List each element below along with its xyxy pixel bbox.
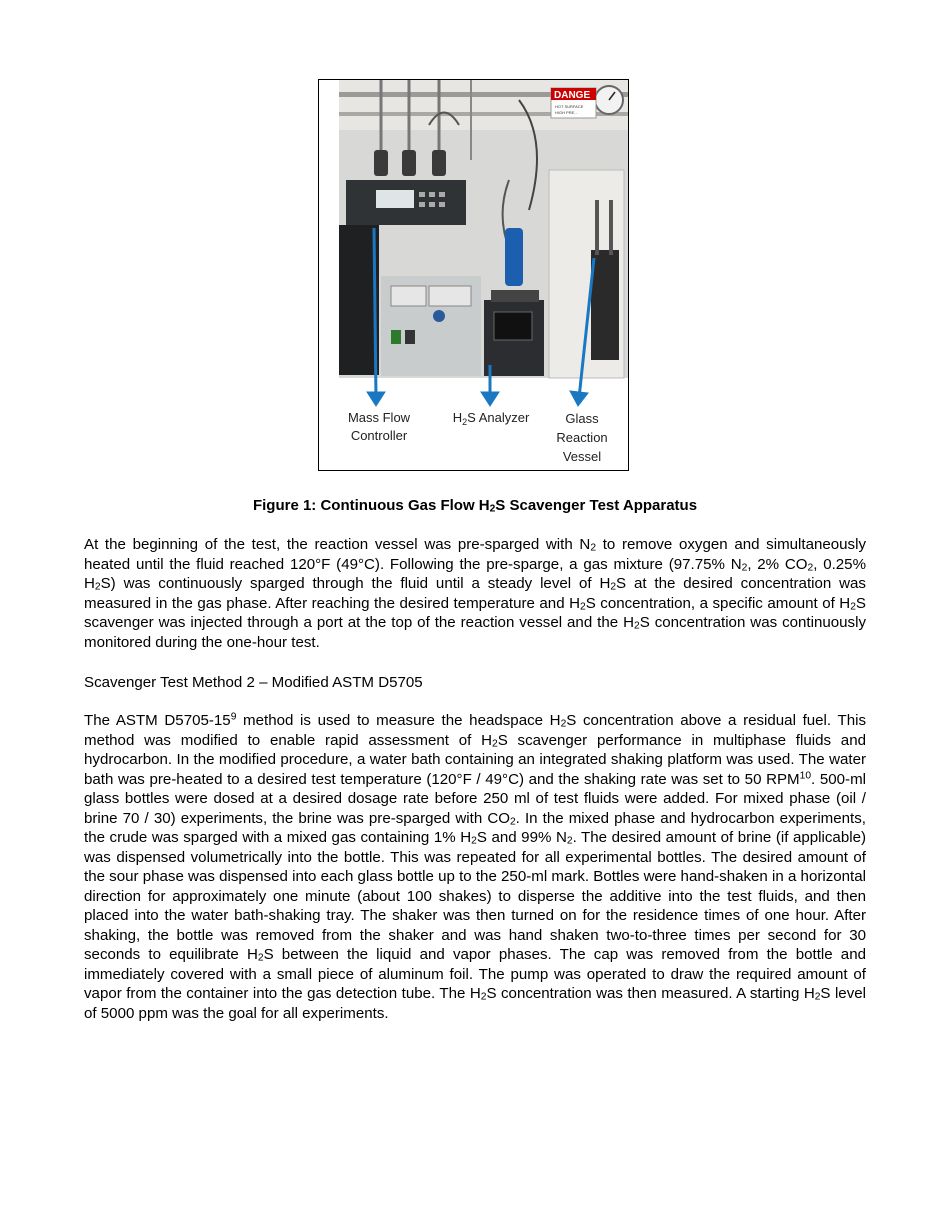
paragraph-astm-method: The ASTM $D5705-15^9$ method is used to measure the headspace $H_2S$ concentration above a residual fuel. This method was modified to enable rapid assessment of $H_2S$ scavenger performance in multiphase fluids and hydrocarbon. In the modified procedure, a water bath containing an integrated shaking platform was used. The water bath was pre-heated to a desired test temperature (120°F / 49°C) and the shaking rate was set to 50 RPM$^{10}$. 500-ml glass bottles were dosed at a desired dosage rate before 250 ml of test fluids were added. For mixed phase (oil / brine 70 / 30) experiments, the brine was pre-sparged with $CO_2$. In the mixed phase and hydrocarbon experiments, the crude was sparged with a mixed gas containing 1% $H_2S$ and 99% $N_2$. The desired amount of brine (if applicable) was dispensed volumetrically into the bottle. This was repeated for all experimental bottles. The desired amount of the sour phase was dispensed into each glass bottle up to the 250-ml mark. Bottles were hand-shaken in a horizontal direction for approximately one minute (about 100 shakes) to disperse the additive into the test fluids, and then placed into the water bath-shaking tray. The shaker was then turned on for the residence times of one hour. After shaking, the bottle was removed from the shaker and was hand shaken two-to-three times per second for 30 seconds to equilibrate $H_2S$ between the liquid and vapor phases. The cap was removed from the bottle and immediately covered with a small piece of aluminum foil. The pump was operated to draw the required amount of vapor from the container into the gas detection tube. The $H_2S$ concentration was then measured. A starting $H_2S$ level of 5000 ppm was the goal for all experiments. — [84, 711, 866, 1022]
apparatus-photo — [319, 80, 628, 470]
arrow-analyzer-head — [481, 392, 499, 406]
paragraph-test-procedure: At the beginning of the test, the reaction vessel was pre-sparged with $N_2$ to remove oxygen and simultaneously heated until the fluid reached 120°F (49°C). Following the pre-sparge, a gas mixture (97.75% $N_2$, 2% $CO_2$, 0.25% $H_2S$) was continuously sparged through the fluid until a steady level of $H_2S$ at the desired concentration was measured in the gas phase. After reaching the desired temperature and $H_2S$ concentration, a specific amount of $H_2S$ scavenger was injected through a port at the top of the reaction vessel and the $H_2S$ concentration was continuously monitored during the one-hour test. — [84, 536, 867, 651]
figure-caption: Figure 1: Continuous Gas Flow $H_2S$ Scavenger Test Apparatus — [252, 497, 698, 515]
arrow-mass-flow — [374, 228, 376, 398]
reaction-vessel — [591, 250, 619, 360]
arrow-mass-flow-head — [367, 392, 385, 406]
label-vessel-3: Vessel — [562, 449, 602, 464]
arrow-vessel-head — [570, 391, 588, 406]
figure-apparatus — [318, 79, 629, 471]
section-heading: Scavenger Test Method 2 – Modified ASTM D5705 — [84, 674, 423, 691]
danger-sign-text: DANGE — [554, 90, 591, 101]
danger-sign-sub-2: HIGH PRE... — [555, 110, 578, 115]
label-vessel-2: Reaction — [556, 430, 608, 445]
danger-sign-sub-1: HOT SURFACE — [555, 104, 584, 109]
label-h2s-analyzer: $H_2S$ Analyzer — [452, 410, 530, 427]
label-mass-flow-1: Mass Flow — [347, 410, 411, 425]
label-vessel-1: Glass — [565, 411, 599, 426]
label-mass-flow-2: Controller — [350, 428, 408, 443]
